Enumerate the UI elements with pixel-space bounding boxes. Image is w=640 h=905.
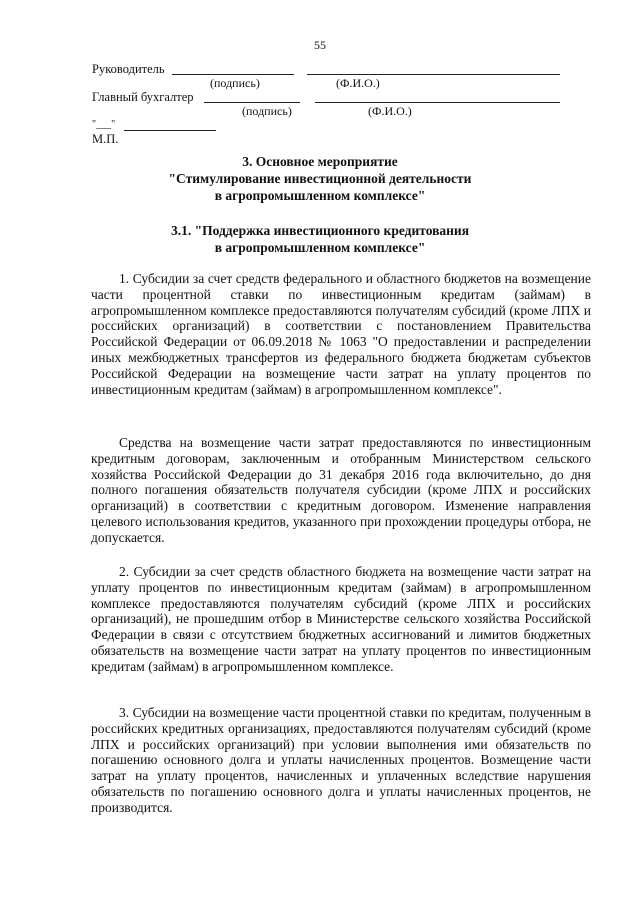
accountant-caption-row (92, 104, 562, 118)
signature-block (92, 62, 562, 146)
paragraph-2-text: Средства на возмещение части затрат предоставляются по инвестиционным кредитным договорам, заключенным и отобранным Министерством сельского хозяйства Российской Федерации до 31 декабря 2016 года включительно, до дня полного погашения обязательств получателя субсидии (кроме ЛПХ и российских организаций) в соответствии с кредитным договором. Изменение направления целевого использования кредитов, указанного при прохождении процедуры отбора, не допускается. (91, 435, 591, 545)
section-3-title-line1: 3. Основное мероприятие (242, 154, 398, 169)
paragraph-3 (91, 564, 591, 675)
date-prefix: "___" (92, 119, 116, 130)
paragraph-1-text: 1. Субсидии за счет средств федерального и областного бюджетов на возмещение части процентной ставки по инвестиционным кредитам (займам) в агропромышленном комплексе предоставляются получателям субсидий (кроме ЛПХ и российских организаций) в соответствии с постановлением Правительства Российской Федерации от 06.09.2018 № 1063 "О предоставлении и распределении иных межбюджетных трансфертов из федерального бюджета бюджетам субъектов Российской Федерации на возмещение части затрат на уплату процентов по инвестиционным кредитам (займам) в агропромышленном комплексе". (91, 271, 591, 397)
director-caption-row (92, 76, 562, 90)
paragraph-3-text: 2. Субсидии за счет средств областного бюджета на возмещение части затрат на уплату процентов по инвестиционным кредитам (займам) в агропромышленном комплексе предоставляются получателям субсидий (кроме ЛПХ и российских организаций), не прошедшим отбор в Министерстве сельского хозяйства Российской Федерации в связи с отсутствием бюджетных ассигнований и лимитов бюджетных обязательств на возмещение части затрат на уплату процентов по инвестиционным кредитам (займам) в агропромышленном комплексе. (91, 564, 591, 674)
director-row (92, 62, 562, 76)
paragraph-4 (91, 705, 591, 816)
stamp-label: М.П. (92, 132, 119, 146)
accountant-row (92, 90, 562, 104)
section-3-1-title-line1: 3.1. "Поддержка инвестиционного кредитования (170, 223, 470, 238)
director-signature-line (172, 74, 294, 75)
accountant-label: Главный бухгалтер (92, 90, 194, 104)
accountant-signature-caption: (подпись) (242, 104, 292, 118)
stamp-row (92, 132, 562, 146)
director-name-caption: (Ф.И.О.) (336, 76, 380, 90)
date-line (124, 130, 216, 131)
accountant-name-caption: (Ф.И.О.) (368, 104, 412, 118)
section-3-title-line3: в агропромышленном комплексе" (214, 188, 426, 203)
accountant-name-line (315, 102, 560, 103)
section-3-title-line2: "Стимулирование инвестиционной деятельности (168, 171, 472, 186)
director-label: Руководитель (92, 62, 165, 76)
accountant-signature-line (204, 102, 300, 103)
section-3-1-title (0, 222, 640, 256)
director-name-line (307, 74, 560, 75)
paragraph-2 (91, 435, 591, 546)
page-number: 55 (314, 38, 326, 52)
paragraph-4-text: 3. Субсидии на возмещение части процентной ставки по кредитам, полученным в российских кредитных организациях, предоставляются получателям субсидий (кроме ЛПХ и российских организаций) при условии выполнения ими обязательств по погашению основного долга и уплаты начисленных процентов. Возмещение части затрат на уплату процентов, начисленных и уплаченных вследствие нарушения обязательств по погашению основного долга и уплаты начисленных процентов, не производится. (91, 705, 591, 815)
director-signature-caption: (подпись) (210, 76, 260, 90)
section-3-1-title-line2: в агропромышленном комплексе" (214, 240, 426, 255)
paragraph-1 (91, 271, 591, 397)
date-row (92, 118, 562, 132)
section-3-title (0, 153, 640, 204)
